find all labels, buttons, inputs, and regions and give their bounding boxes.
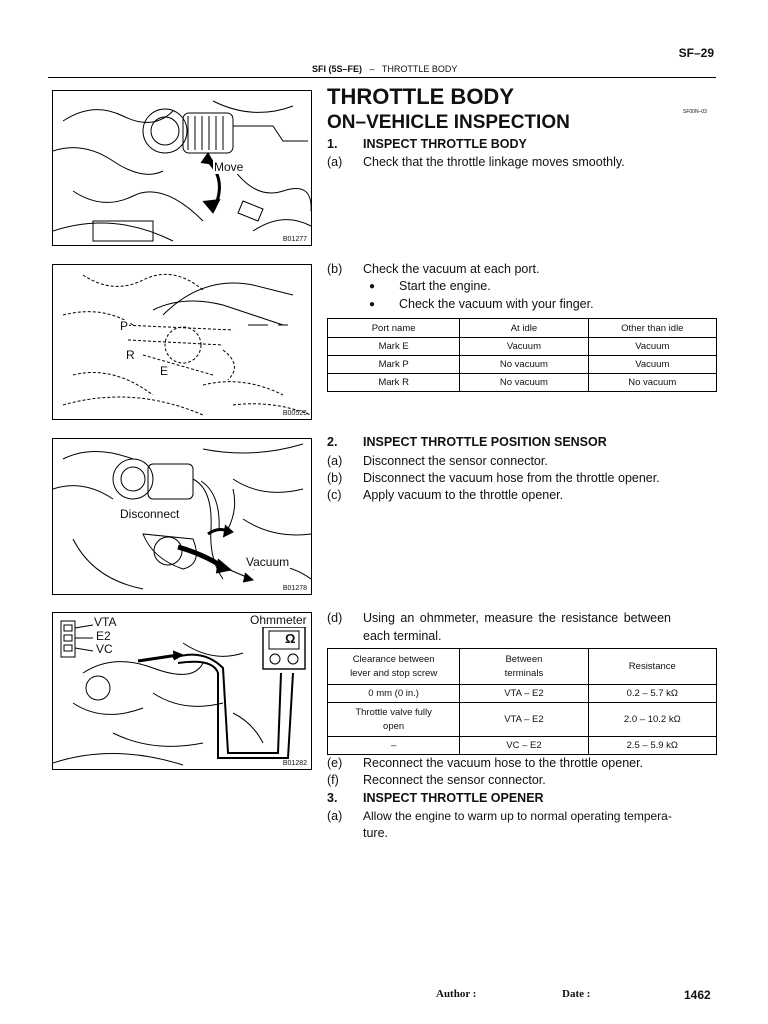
step-text: INSPECT THROTTLE BODY: [363, 137, 527, 151]
step-text: Using an ohmmeter, measure the resistance between: [363, 611, 671, 625]
header-topic: THROTTLE BODY: [381, 64, 458, 74]
table-cell: VC – E2: [460, 737, 588, 755]
table-cell: 2.5 – 5.9 kΩ: [588, 737, 716, 755]
resistance-table: [327, 648, 717, 755]
step-number: (d): [327, 611, 343, 625]
table-row: [328, 685, 717, 703]
step-text: Reconnect the sensor connector.: [363, 773, 546, 787]
table-cell: –: [328, 737, 460, 755]
table-row: [328, 703, 717, 737]
date-label: Date :: [562, 988, 591, 1000]
column-header: Resistance: [588, 649, 716, 685]
table-cell: No vacuum: [588, 374, 716, 392]
column-header: [460, 649, 588, 685]
step-text: Check the vacuum at each port.: [363, 262, 540, 276]
step-number: 3.: [327, 791, 338, 805]
cell-line: Throttle valve fully: [355, 706, 432, 718]
step-number: 2.: [327, 435, 338, 449]
figure-code: B01282: [282, 760, 307, 767]
step-number: 1.: [327, 137, 338, 151]
column-header: [328, 649, 460, 685]
table-cell: Mark P: [328, 356, 460, 374]
table-cell: No vacuum: [460, 356, 588, 374]
figure-code: B01278: [282, 585, 307, 592]
figure-code: B01277: [282, 236, 307, 243]
figure-throttle-linkage: [52, 90, 312, 246]
header-line: lever and stop screw: [350, 667, 438, 679]
table-cell: No vacuum: [460, 374, 588, 392]
table-cell: 2.0 – 10.2 kΩ: [588, 703, 716, 737]
step-number: (b): [327, 471, 343, 485]
column-header: At idle: [460, 319, 588, 338]
engine-illustration-1: [53, 91, 311, 245]
table-row: [328, 356, 717, 374]
document-code: SF00N–03: [683, 109, 707, 115]
table-cell: VTA – E2: [460, 703, 588, 737]
header-line: Clearance between: [352, 653, 435, 665]
table-cell: VTA – E2: [460, 685, 588, 703]
step-text: ture.: [363, 826, 389, 840]
figure-code: B00525: [282, 410, 307, 417]
step-number: (a): [327, 155, 343, 169]
table-cell: Vacuum: [460, 338, 588, 356]
ohmmeter-label: Ohmmeter: [250, 613, 307, 627]
step-text: Apply vacuum to the throttle opener.: [363, 488, 564, 502]
step-number: (c): [327, 488, 342, 502]
port-r-label: R: [126, 348, 135, 362]
step-text: INSPECT THROTTLE POSITION SENSOR: [363, 435, 607, 449]
page-title: THROTTLE BODY: [327, 84, 514, 109]
step-text: each terminal.: [363, 629, 442, 643]
cell-line: open: [383, 720, 405, 732]
footer-page-number: 1462: [684, 988, 711, 1002]
step-number: (b): [327, 262, 343, 276]
table-cell: [328, 703, 460, 737]
header-line: Between: [505, 653, 543, 665]
vacuum-table: [327, 318, 717, 392]
ohm-symbol: Ω: [285, 631, 296, 646]
move-label: Move: [214, 160, 244, 174]
table-header-row: [328, 319, 717, 338]
page-subtitle: ON–VEHICLE INSPECTION: [327, 112, 570, 133]
bullet-text: Start the engine.: [399, 279, 491, 293]
column-header: Port name: [328, 319, 460, 338]
table-row: [328, 737, 717, 755]
terminal-e2-label: E2: [96, 629, 111, 643]
bullet-text: Check the vacuum with your finger.: [399, 297, 594, 311]
table-cell: 0.2 – 5.7 kΩ: [588, 685, 716, 703]
port-e-label: E: [160, 364, 169, 378]
header-rule: [48, 77, 716, 78]
table-cell: 0 mm (0 in.): [328, 685, 460, 703]
figure-sensor-disconnect: [52, 438, 312, 595]
table-cell: Mark E: [328, 338, 460, 356]
column-header: Other than idle: [588, 319, 716, 338]
step-text: Reconnect the vacuum hose to the throttle opener.: [363, 756, 644, 770]
engine-illustration-3: [53, 439, 311, 594]
step-text: Disconnect the sensor connector.: [363, 454, 548, 468]
section-code: SFI (5S–FE): [312, 64, 363, 74]
table-row: [328, 338, 717, 356]
header-line: terminals: [504, 667, 544, 679]
figure-vacuum-ports: [52, 264, 312, 420]
engine-illustration-4: [53, 613, 311, 769]
table-header-row: [328, 649, 717, 685]
step-number: (a): [327, 454, 343, 468]
figure-ohmmeter-test: [52, 612, 312, 770]
step-text: INSPECT THROTTLE OPENER: [363, 791, 544, 805]
vacuum-label: Vacuum: [246, 555, 290, 569]
author-label: Author :: [436, 988, 477, 1000]
bullet-icon: ●: [369, 281, 376, 292]
port-p-label: P: [120, 319, 129, 333]
step-number: (f): [327, 773, 339, 787]
page-number: SF–29: [678, 46, 714, 60]
step-text: Allow the engine to warm up to normal operating tempera-: [363, 809, 672, 823]
table-cell: Mark R: [328, 374, 460, 392]
step-number: (a): [327, 809, 343, 823]
running-header: [312, 64, 457, 74]
step-text: Check that the throttle linkage moves smoothly.: [363, 155, 625, 169]
header-dash: –: [369, 64, 375, 74]
terminal-vc-label: VC: [96, 642, 113, 656]
table-cell: Vacuum: [588, 356, 716, 374]
step-number: (e): [327, 756, 343, 770]
engine-illustration-2: [53, 265, 311, 419]
step-text: Disconnect the vacuum hose from the throttle opener.: [363, 471, 660, 485]
terminal-vta-label: VTA: [94, 615, 117, 629]
bullet-icon: ●: [369, 299, 376, 310]
disconnect-label: Disconnect: [120, 507, 180, 521]
table-row: [328, 374, 717, 392]
table-cell: Vacuum: [588, 338, 716, 356]
